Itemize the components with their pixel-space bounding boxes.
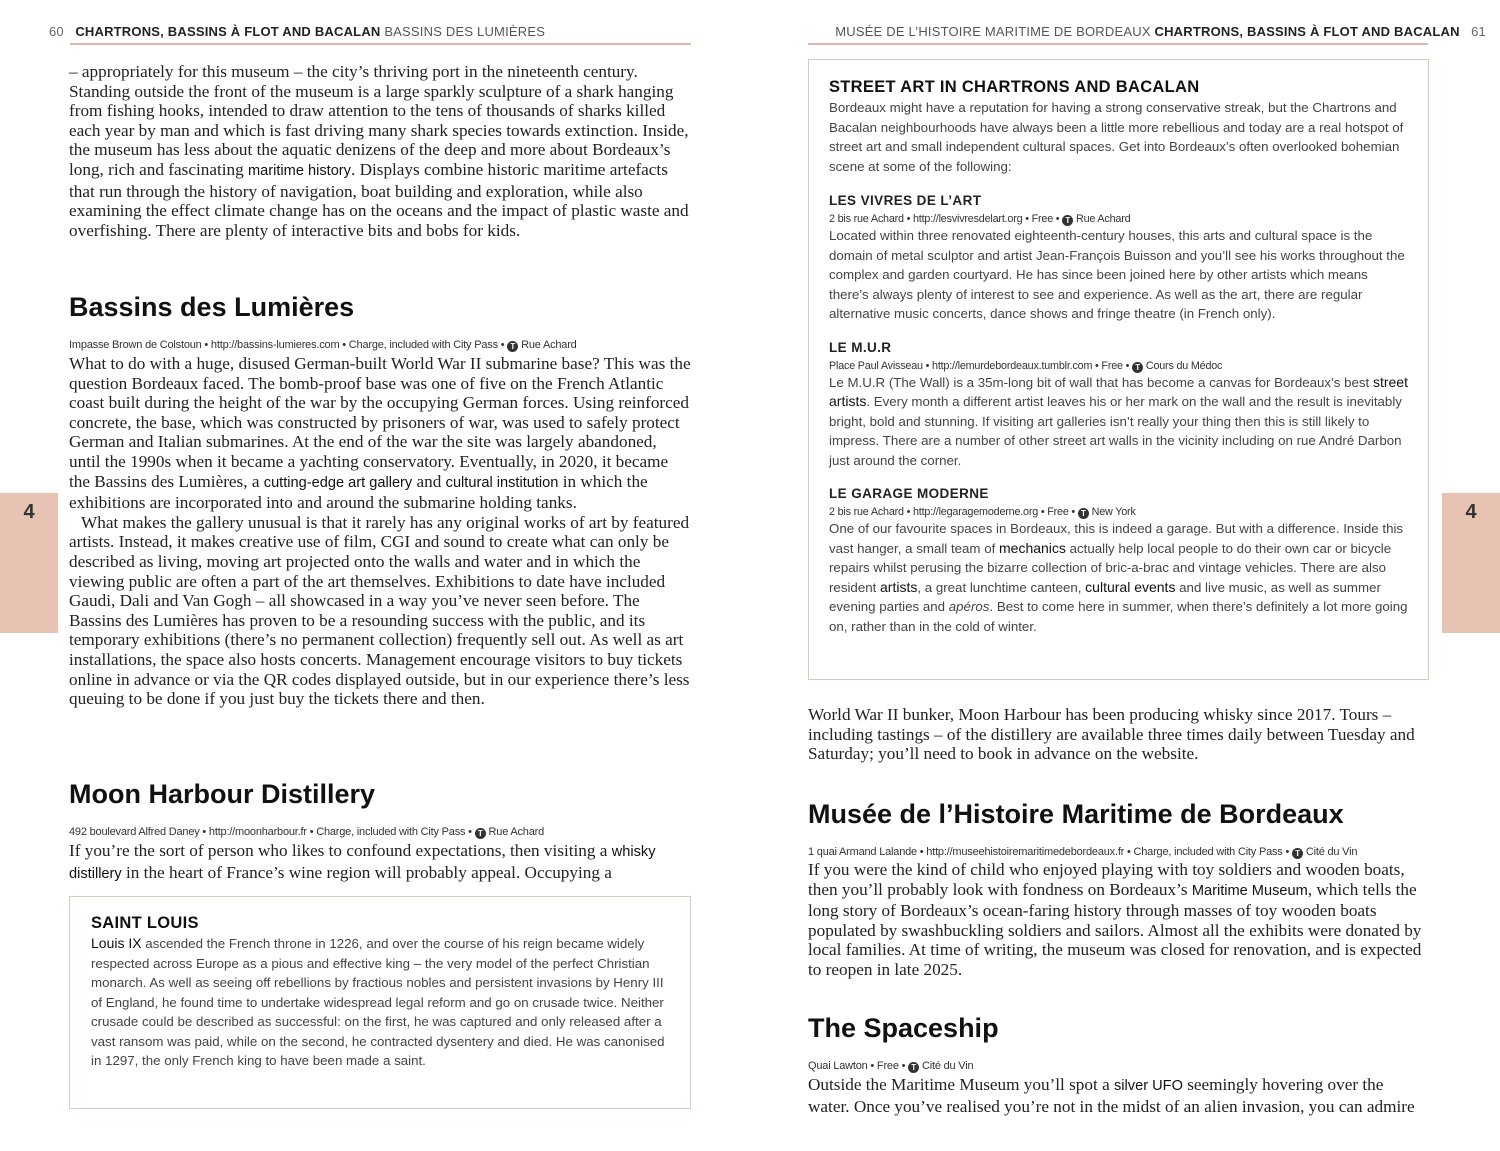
garage-tram-stop: New York — [1091, 506, 1136, 518]
spaceship-p-b: seemingly hovering over the water. Once you’ve realised you’re not in the midst of an alien invasion, you can admire — [808, 1075, 1415, 1116]
tram-icon: T — [475, 828, 486, 839]
vivres-meta-info: 2 bis rue Achard • http://lesvivresdelart.org • Free • — [829, 213, 1060, 225]
bassins-text — [69, 354, 691, 709]
musee-meta-info: 1 quai Armand Lalande • http://museehistoiremaritimedebordeaux.fr • Charge, included with City Pass • — [808, 846, 1290, 858]
mur-meta — [829, 360, 1410, 373]
moon-p1-a: If you’re the sort of person who likes to confound expectations, then visiting a — [69, 841, 608, 860]
left-page-number: 60 — [49, 24, 64, 39]
keyword-silver-ufo: silver UFO — [1114, 1078, 1183, 1094]
right-header-rule — [808, 43, 1428, 45]
bassins-p1-a: What to do with a huge, disused German-built World War II submarine base? This was the question Bordeaux faced. The bomb-proof base was one of five on the French Atlantic coast built during the height of the war by the occupying German forces. Using reinforced concrete, the base, which was constructed by prisoners of war, was used to safely protect German and Italian submarines. At the end of the war the site was largely abandoned, until the 1990s when it became a yachting conservatory. Eventually, in 2020, it became the Bassins des Lumières, a — [69, 354, 691, 491]
mur-text-a: Le M.U.R (The Wall) is a 35m-long bit of wall that has become a canvas for Bordeaux’s best — [829, 374, 1370, 390]
spaceship-p-a: Outside the Maritime Museum you’ll spot a — [808, 1075, 1110, 1094]
moon-meta-info: 492 boulevard Alfred Daney • http://moonharbour.fr • Charge, included with City Pass • — [69, 826, 472, 838]
tram-icon: T — [1078, 508, 1089, 519]
saint-louis-text — [91, 934, 672, 1071]
moon-continued: World War II bunker, Moon Harbour has been producing whisky since 2017. Tours – including tastings – of the distillery are available three times daily between Tuesday and Saturday; you’ll need to book in advance on the website. — [808, 705, 1415, 764]
garage-title: LE GARAGE MODERNE — [829, 486, 989, 501]
street-art-title: STREET ART IN CHARTRONS AND BACALAN — [829, 78, 1200, 96]
spaceship-text — [808, 1075, 1429, 1116]
left-chapter-tab — [0, 493, 58, 633]
keyword-cutting-edge-art-gallery: cutting-edge art gallery — [263, 474, 413, 491]
garage-meta — [829, 506, 1410, 519]
vivres-meta — [829, 213, 1410, 226]
keyword-whisky-distillery: whisky distillery — [69, 844, 656, 882]
intro-text-a: – appropriately for this museum – the city’s thriving port in the nineteenth century. Standing outside the front of the museum is a large sparkly sculpture of a shark hanging from fishing hooks, intended to draw attention to the tens of thousands of sharks killed each year by man and which is fast driving many shark species towards extinction. Inside, the museum has less about the aquatic denizens of the deep and more about Bordeaux’s long, rich and fascinating — [69, 62, 689, 179]
keyword-maritime-history: maritime history — [247, 162, 351, 179]
mur-title: LE M.U.R — [829, 339, 892, 355]
intro-text — [69, 62, 691, 240]
bassins-meta-info: Impasse Brown de Colstoun • http://bassins-lumieres.com • Charge, included with City Pass • — [69, 339, 505, 351]
garage-text-d: and live music, as well as summer evening parties and — [829, 579, 1381, 614]
keyword-mechanics: mechanics — [999, 539, 1066, 556]
musee-p-b: , which tells the long story of Bordeaux’s ocean-faring history through masses of toy wooden boats populated by swashbuckling soldiers and sailors. Almost all the exhibits were donated by local families. At time of writing, the museum was closed for renovation, and is expected to reopen in late 2025. — [808, 879, 1422, 979]
left-header-rule — [70, 43, 691, 45]
left-header-section: CHARTRONS, BASSINS À FLOT AND BACALAN — [75, 24, 381, 39]
bassins-p2: What makes the gallery unusual is that it rarely has any original works of art by featured artists. Instead, it makes creative use of film, CGI and sound to create what can only be described as living, moving art projected onto the walls and water and in which the viewing public are often a part of the art themselves. Exhibitions to date have included Gaudi, Dali and Van Gogh – all showcased in a way you’ve never seen before. The Bassins des Lumières has proven to be a resounding success with the public, and its temporary exhibitions (there’s no permanent collection) frequently sell out. As well as art installations, the space also hosts concerts. Management encourage visitors to buy tickets online in advance or via the QR codes displayed outside, but in our experience there’s less queuing to be done if you just buy the tickets there and then. — [69, 512, 690, 709]
mur-text-b: . Every month a different artist leaves his or her mark on the wall and the result is inevitably bright, bold and stunning. If visiting art galleries isn’t really your thing then this is still likely to impress. There are a number of other street art walls in the vicinity including on rue André Darbon just around the corner. — [829, 394, 1402, 468]
right-chapter-tab — [1442, 493, 1500, 633]
mur-tram-stop: Cours du Médoc — [1145, 359, 1223, 372]
spaceship-title: The Spaceship — [808, 1013, 999, 1043]
right-page — [750, 0, 1500, 1151]
spaceship-tram-stop: Cité du Vin — [921, 1060, 974, 1072]
tram-icon: T — [507, 341, 518, 352]
bassins-title: Bassins des Lumières — [69, 292, 355, 322]
keyword-artists: artists — [880, 578, 918, 595]
garage-italic-aperos: apéros — [948, 599, 990, 614]
musee-p-a: If you were the kind of child who enjoyed playing with toy soldiers and wooden boats, then you’ll probably look with fondness on Bordeaux’s — [808, 860, 1405, 899]
saint-louis-box — [69, 896, 691, 1109]
left-running-header — [49, 24, 545, 39]
tram-icon: T — [1292, 848, 1303, 859]
moon-tram-stop: Rue Achard — [488, 826, 545, 838]
garage-text-a: One of our favourite spaces in Bordeaux, this is indeed a garage. But with a difference. Inside this vast hanger, a small team of — [829, 521, 1404, 556]
musee-meta — [808, 846, 1357, 859]
moon-continued-text — [808, 705, 1429, 764]
moon-text — [69, 841, 691, 884]
keyword-street-artists: street artists — [829, 373, 1408, 409]
vivres-title: LES VIVRES DE L’ART — [829, 193, 982, 208]
moon-p1-b: in the heart of France’s wine region will probably appeal. Occupying a — [126, 862, 612, 882]
intro-text-b: . Displays combine historic maritime artefacts that run through the history of navigation, boat building and exploration, while also examining the effect climate change has on the oceans and the impact of plastic waste and overfishing. There are plenty of interactive bits and bobs for kids. — [69, 159, 689, 240]
moon-title: Moon Harbour Distillery — [69, 779, 376, 809]
street-art-box — [808, 59, 1429, 680]
musee-text — [808, 860, 1429, 980]
tram-icon: T — [1062, 215, 1073, 226]
right-running-header — [835, 24, 1486, 39]
tram-icon: T — [1132, 362, 1143, 373]
bassins-meta — [69, 339, 577, 352]
moon-meta — [69, 826, 544, 839]
garage-meta-info: 2 bis rue Achard • http://legaragemoderne.org • Free • — [829, 506, 1076, 518]
keyword-cultural-institution: cultural institution — [445, 474, 559, 491]
keyword-maritime-museum: Maritime Museum — [1191, 882, 1308, 899]
left-chapter-number: 4 — [23, 501, 35, 523]
vivres-tram-stop: Rue Achard — [1076, 213, 1131, 225]
garage-text — [829, 519, 1410, 636]
bassins-p1-and: and — [416, 471, 442, 491]
vivres-text: Located within three renovated eighteenth-century houses, this arts and cultural space is the domain of metal sculptor and artist Jean-François Buisson and you’ll see his works throughout the complex and garden courtyard. He has since been joined here by other artists which means there’s always plenty of interest to see and experience. As well as the art, there are regular alternative music concerts, dance shows and fringe theatre (in French only). — [829, 228, 1405, 321]
garage-text-c: , a great lunchtime canteen, — [917, 579, 1082, 595]
musee-tram-stop: Cité du Vin — [1305, 846, 1358, 858]
spaceship-meta — [808, 1060, 973, 1073]
garage-text-b: actually help local people to do their own car or bicycle repairs whilst perusing the bizarre collection of bric-a-brac and vintage vehicles. There are also resident — [829, 540, 1392, 595]
saint-louis-body: ascended the French throne in 1226, and over the course of his reign became widely respected across Europe as a pious and effective king – the very model of the perfect Christian monarch. As well as seeing off rebellions by fractious nobles and persistent invasions by Henry III of England, he found time to undertake widespread legal reform and go on crusade twice. Neither crusade could be described as successful: on the first, he was captured and only released after a vast ransom was paid, while on the second, he contracted dysentery and died. He was canonised in 1297, the only French king to have been made a saint. — [91, 936, 665, 1068]
right-page-number: 61 — [1471, 24, 1486, 39]
mur-meta-info: Place Paul Avisseau • http://lemurdebordeaux.tumblr.com • Free • — [829, 359, 1130, 372]
bassins-p1-b: in which the exhibitions are incorporated into and around the submarine holding tanks. — [69, 471, 648, 513]
left-header-subsection: BASSINS DES LUMIÈRES — [384, 24, 546, 39]
keyword-louis-ix: Louis IX — [91, 935, 142, 951]
tram-icon: T — [908, 1062, 919, 1073]
street-art-intro: Bordeaux might have a reputation for having a strong conservative streak, but the Chartrons and Bacalan neighbourhoods have always been a little more rebellious and today are a real hotspot of street art and small independent cultural spaces. Get into Bordeaux’s often overlooked bohemian scene at some of the following: — [829, 100, 1404, 174]
right-header-section: CHARTRONS, BASSINS À FLOT AND BACALAN — [1154, 24, 1460, 39]
right-chapter-number: 4 — [1465, 501, 1477, 523]
mur-text — [829, 373, 1410, 471]
right-header-subsection: MUSÉE DE L’HISTOIRE MARITIME DE BORDEAUX — [835, 24, 1151, 39]
garage-text-e: . Best to come here in summer, when there’s definitely a lot more going on, rather than in the cold of winter. — [829, 599, 1408, 634]
saint-louis-title: SAINT LOUIS — [91, 914, 199, 932]
spaceship-meta-info: Quai Lawton • Free • — [808, 1060, 906, 1072]
musee-title: Musée de l’Histoire Maritime de Bordeaux — [808, 799, 1344, 829]
keyword-cultural-events: cultural events — [1085, 578, 1176, 595]
bassins-tram-stop: Rue Achard — [521, 339, 577, 351]
